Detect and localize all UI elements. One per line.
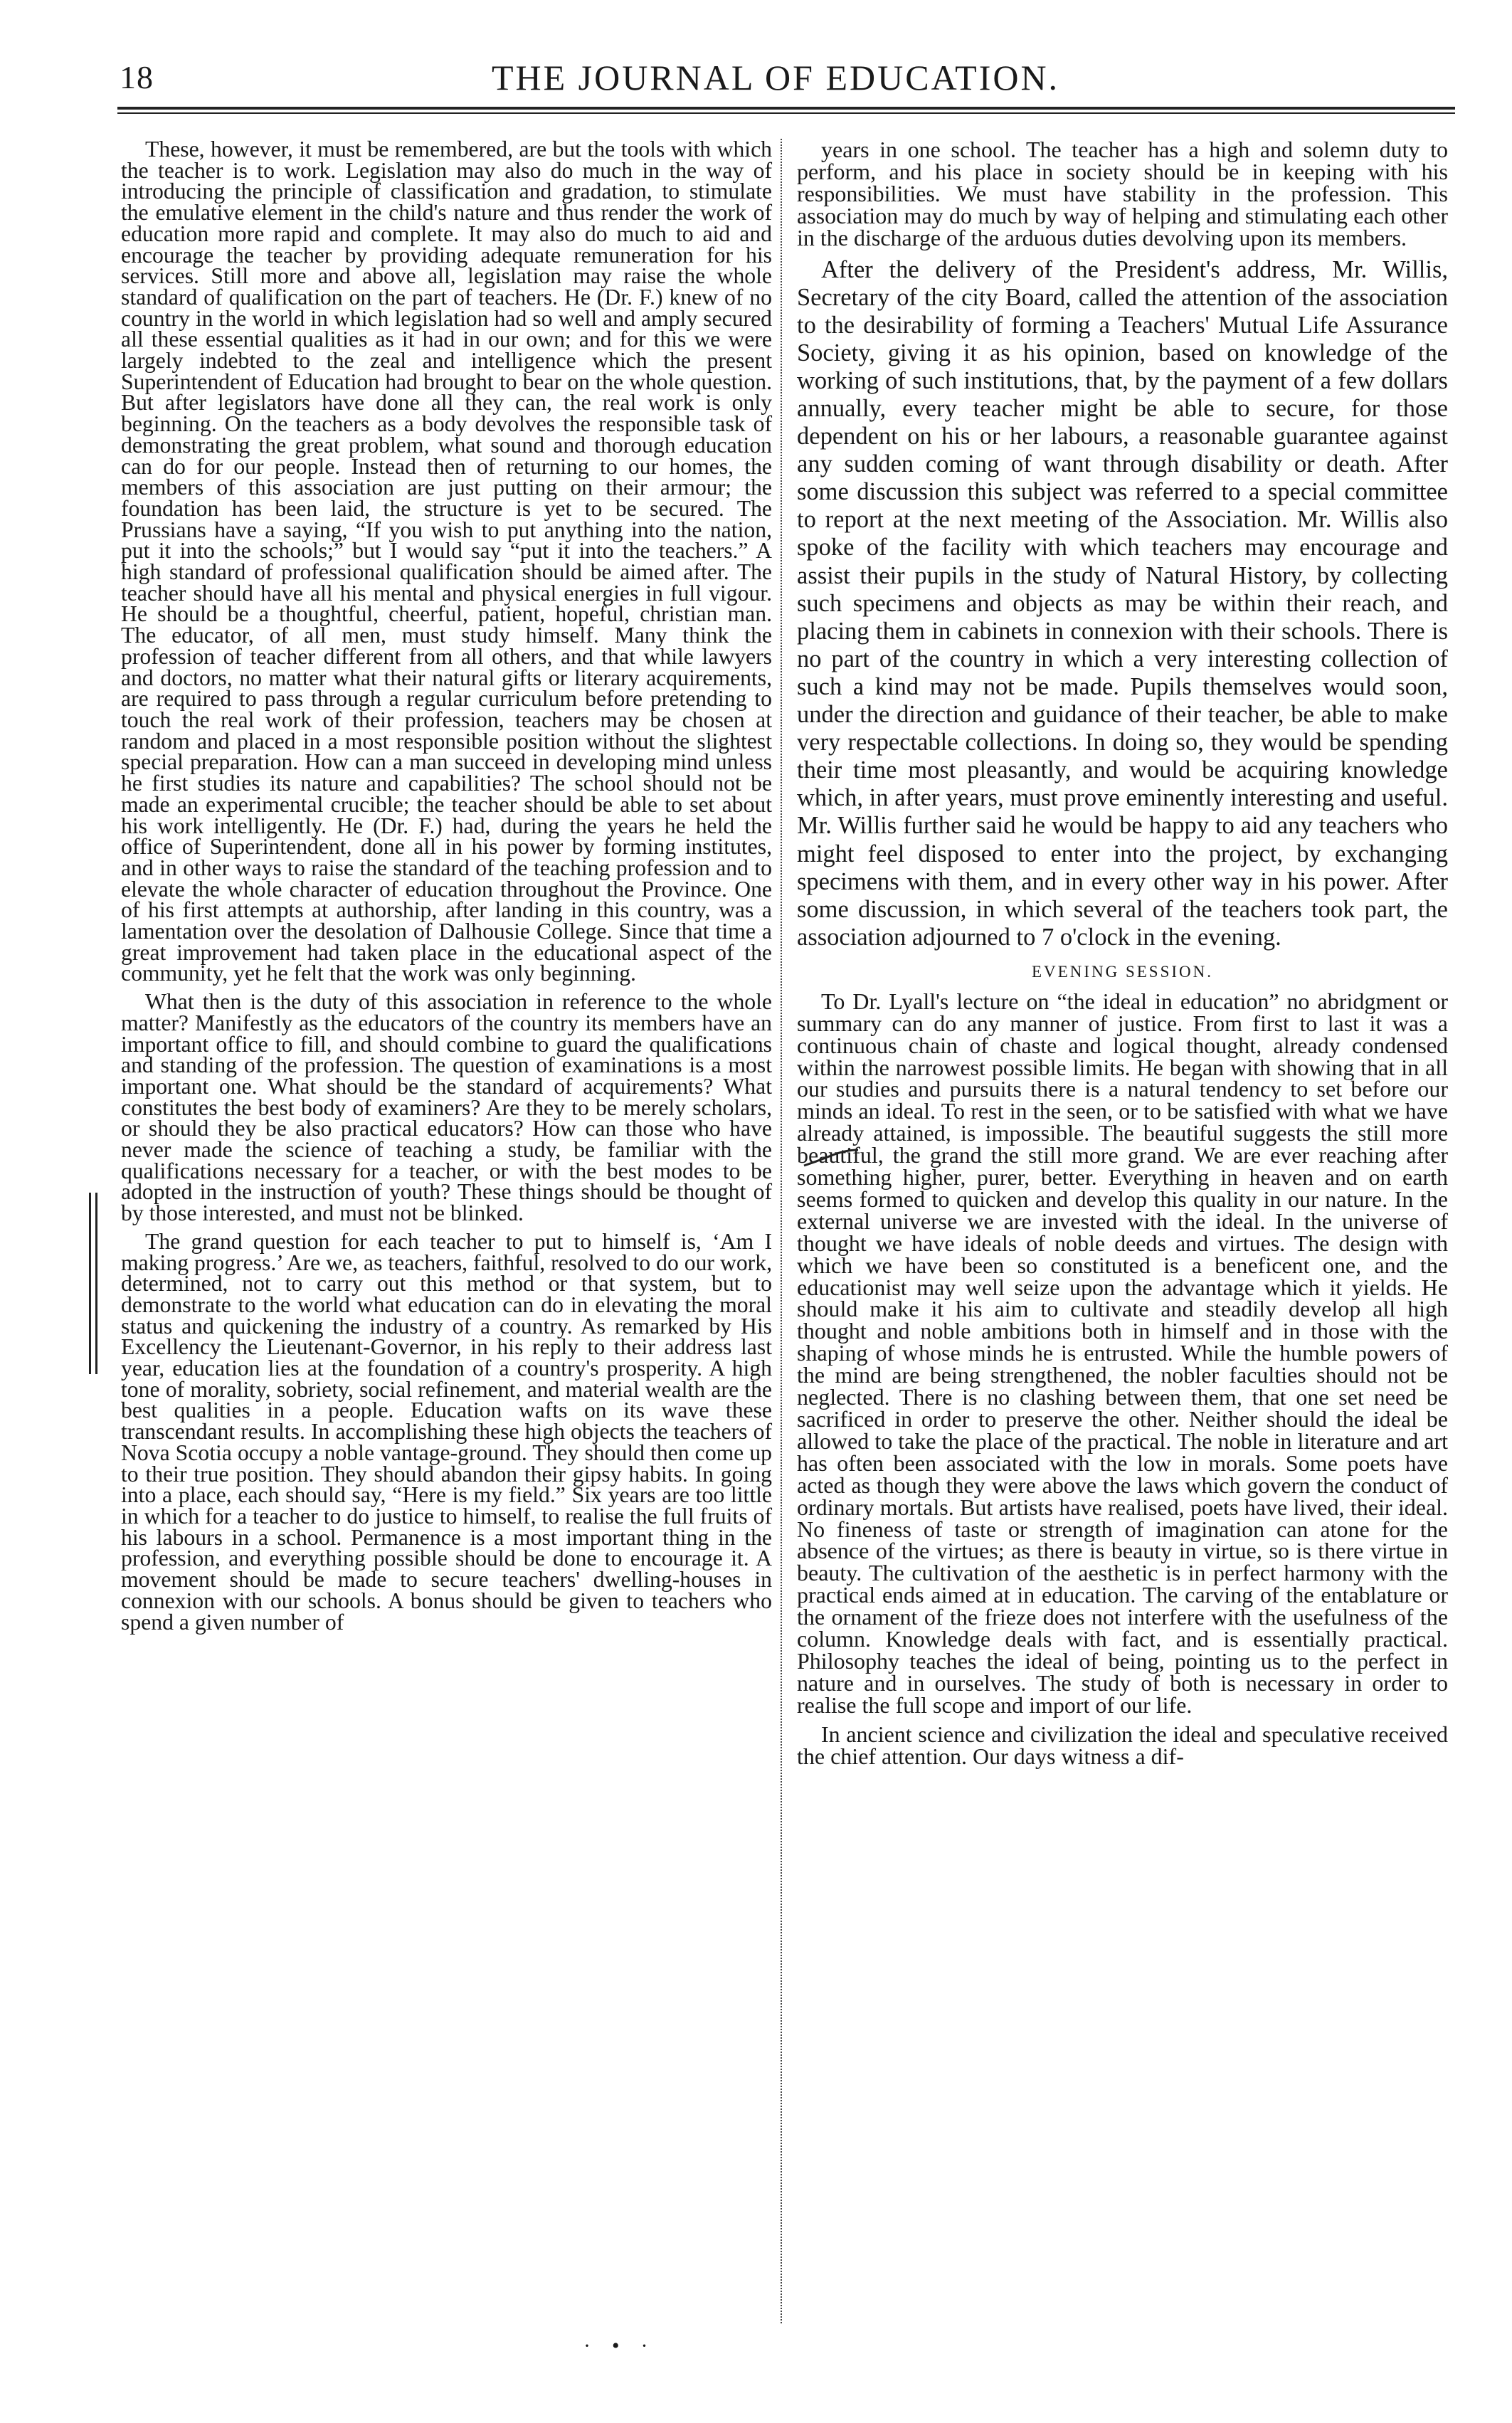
right-column — [797, 139, 1448, 1775]
column-divider — [781, 139, 782, 2323]
footer-mark: ·•· — [583, 2334, 670, 2358]
header-rule — [117, 107, 1455, 110]
left-column — [121, 139, 772, 1640]
right-paragraph-4: In ancient science and civilization the ideal and speculative received the chief attention. Our days witness a dif- — [797, 1721, 1448, 1769]
pen-mark-icon — [803, 1147, 860, 1168]
header-rule-thin — [117, 112, 1455, 114]
journal-title: THE JOURNAL OF EDUCATION. — [491, 58, 1060, 97]
right-paragraph-3: To Dr. Lyall's lecture on “the ideal in education” no abridgment or summary can do any manner of justice. From first to last it was a continuous chain of chaste and logical thought, already condensed within the narrowest possible limits. He began with showing that in all our studies and pursuits there is a natural tendency to set before our minds an ideal. To rest in the seen, or to be satisfied with what we have already attained, is impossible. The beautiful suggests the still more beautiful, the grand the still more grand. We are ever reaching after something higher, purer, better. Everything in heaven and on earth seems formed to quicken and develop this quality in our nature. In the external universe we are invested with the ideal. In the universe of thought we have ideals of noble deeds and virtues. The design with which we have been so constituted is a beneficent one, and the educationist may well seize upon the advantage which it yields. He should make it his aim to cultivate and steadily develop all high thought and noble ambitions both in himself and in those with the shaping of whose minds he is entrusted. While the humble powers of the mind are being strengthened, the nobler faculties should not be neglected. There is no clashing between them, that one set need be sacrificed in order to preserve the other. Neither should the ideal be allowed to take the place of the practical. The noble in literature and art has often been associated with the low in morals. Some poets have acted as though they were above the laws which govern the conduct of ordinary mortals. But artists have realised, poets have lived, their ideal. No fineness of taste or strength of imagination can atone for the absence of the virtues; as there is beauty in virtue, so is there virtue in beauty. The cultivation of the aesthetic is in perfect harmony with the practical ends aimed at in education. The carving of the entablature or the ornament of the frieze does not interfere with the usefulness of the column. Knowledge deals with fact, and is essentially practical. Philosophy teaches the ideal of being, pointing us to the perfect in nature and in ourselves. The study of both is necessary in order to realise the full scope and import of our life. — [797, 988, 1448, 1718]
left-paragraph-1: These, however, it must be remembered, are but the tools with which the teacher is to work. Legislation may also do much in the way of introducing the principle of classification and gradation, to stimulate the emulative element in the child's nature and thus render the work of education more rapid and complete. It may also do much to aid and encourage the teacher by providing adequate remuneration for his services. Still more and above all, legislation may raise the whole standard of qualification on the part of teachers. He (Dr. F.) knew of no country in the world in which legislation had so well and amply secured all these essential qualities as it had in our own; and for this we were largely indebted to the zeal and intelligence which the present Superintendent of Education had brought to bear on the whole question. But after legislators have done all they can, the real work is only beginning. On the teachers as a body devolves the responsible task of demonstrating the great problem, what sound and thorough education can do for our people. Instead then of returning to our homes, the members of this association are just putting on their armour; the foundation has been laid, the structure is yet to be secured. The Prussians have a saying, “If you wish to put anything into the nation, put it into the schools;” but I would say “put it into the teachers.” A high standard of professional qualification should be aimed after. The teacher should have all his mental and physical energies in full vigour. He should be a thoughtful, cheerful, patient, hopeful, christian man. The educator, of all men, must study himself. Many think the profession of teacher different from all others, and that while lawyers and doctors, no matter what their natural gifts or literary acquirements, are required to pass through a regular curriculum before pretending to touch the real work of their profession, teachers may be chosen at random and placed in a most responsible position without the slightest special preparation. How can a man succeed in developing mind unless he first studies its nature and capabilities? The school should not be made an experimental crucible; the teacher should be able to set about his work intelligently. He (Dr. F.) had, during the years he held the office of Superintendent, done all in his power by forming institutes, and in other ways to raise the standard of the teaching profession and to elevate the whole character of education throughout the Province. One of his first attempts at authorship, after landing in this country, was a lamentation over the desolation of Dalhousie College. Since that time a great improvement had taken place in the educational aspect of the community, yet he felt that the work was only beginning. — [121, 137, 772, 986]
section-heading: EVENING SESSION. — [1032, 962, 1213, 981]
right-paragraph-2: After the delivery of the President's address, Mr. Willis, Secretary of the city Board, called the attention of the association to the desirability of forming a Teachers' Mutual Life Assurance Society, giving it as his opinion, based on knowledge of the working of such institutions, that, by the payment of a few dollars annually, every teacher might be able to secure, for those dependent on his or her labours, a reasonable guarantee against any sudden coming of want through disability or death. After some discussion this subject was referred to a special committee to report at the next meeting of the Association. Mr. Willis also spoke of the facility with which teachers may encourage and assist their pupils in the study of Natural History, by collecting such specimens and objects as may be within their reach, and placing them in cabinets in connexion with their schools. There is no part of the country in which a very interesting collection of such a kind may not be made. Pupils themselves would soon, under the direction and guidance of their teacher, be able to make very respectable collections. In doing so, they would be spending their time most pleasantly, and would be acquiring knowledge which, in after years, must prove eminently interesting and useful. Mr. Willis further said he would be happy to aid any teachers who might feel disposed to enter into the project, by exchanging specimens with them, and in every other way in his power. After some discussion, in which several of the teachers took part, the association adjourned to 7 o'clock in the evening. — [797, 255, 1448, 951]
margin-bracket-mark — [89, 1193, 103, 1374]
page-number: 18 — [120, 59, 154, 95]
left-paragraph-3: The grand question for each teacher to put to himself is, ‘Am I making progress.’ Are we, as teachers, faithful, resolved to do our work, determined, not to carry out this method or that system, but to demonstrate to the world what education can do in elevating the moral status and quickening the industry of a country. As remarked by His Excellency the Lieutenant-Governor, in his reply to their address last year, education lies at the foundation of a country's prosperity. A high tone of morality, sobriety, social refinement, and material wealth are the best qualities in a people. Education wafts on its wave these transcendant results. In accomplishing these high objects the teachers of Nova Scotia occupy a noble vantage-ground. They should then come up to their true position. They should abandon their gipsy habits. In going into a place, each should say, “Here is my field.” Six years are too little in which for a teacher to do justice to himself, to realise the full fruits of his labours in a school. Permanence is a most important thing in the profession, and everything possible should be done to encourage it. A movement should be made to secure teachers' dwelling-houses in connexion with our schools. A bonus should be given to teachers who spend a given number of — [121, 1228, 772, 1635]
left-paragraph-2: What then is the duty of this association in reference to the whole matter? Manifestly as the educators of the country its members have an important office to fill, and should combine to guard the qualifications and standing of the profession. The question of examinations is a most important one. What should be the standard of acquirements? What constitutes the best body of examiners? Are they to be merely scholars, or should they be also practical educators? How can those who have never made the science of teaching a study, be familiar with the qualifications necessary for a teacher, or with the best modes to be adopted in the instruction of youth? These things should be thought of by those interested, and must not be blinked. — [121, 989, 772, 1226]
page-header — [107, 57, 1444, 107]
right-paragraph-1: years in one school. The teacher has a high and solemn duty to perform, and his place in society should be in keeping with his responsibilities. We must have stability in the profession. This association may do much by way of helping and stimulating each other in the discharge of the arduous duties devolving upon its members. — [797, 137, 1448, 250]
